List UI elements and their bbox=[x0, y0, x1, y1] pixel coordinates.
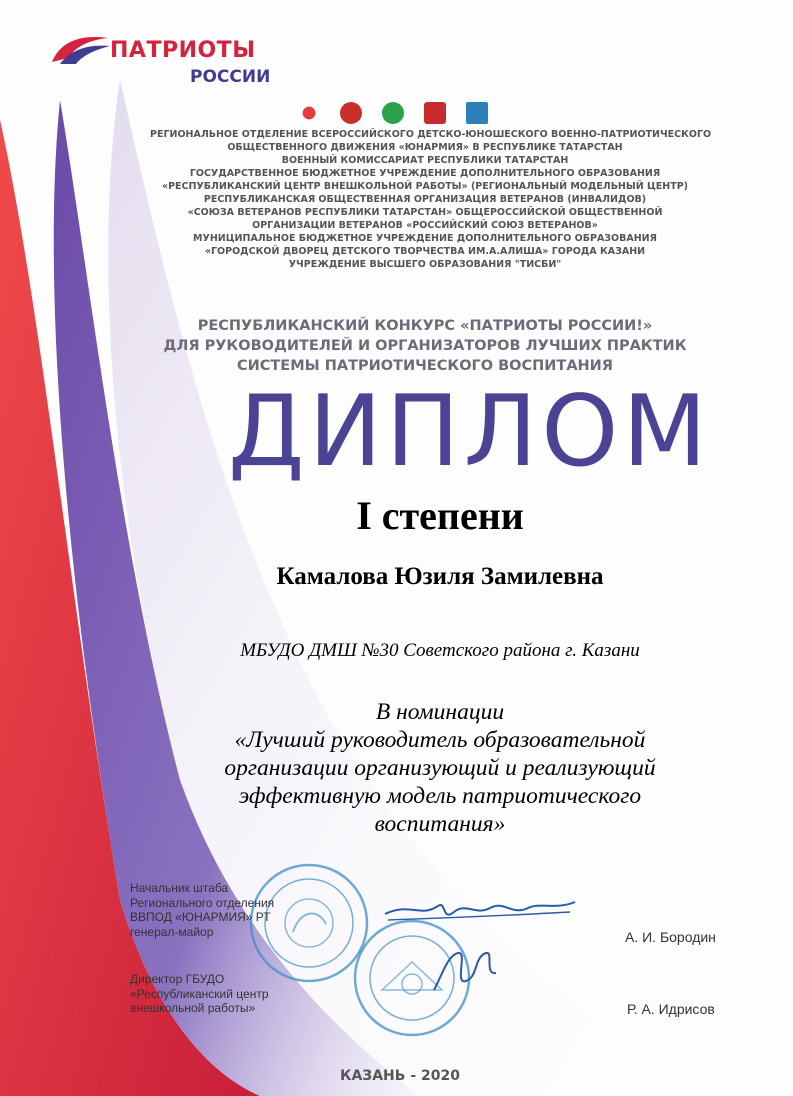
contest-line: РЕСПУБЛИКАНСКИЙ КОНКУРС «ПАТРИОТЫ РОССИИ!» bbox=[197, 318, 653, 334]
organizer-line: УЧРЕЖДЕНИЕ ВЫСШЕГО ОБРАЗОВАНИЯ "ТИСБИ" bbox=[288, 259, 562, 270]
footer-city-year: КАЗАНЬ - 2020 bbox=[340, 1068, 460, 1084]
organizer-line: РЕСПУБЛИКАНСКАЯ ОБЩЕСТВЕННАЯ ОРГАНИЗАЦИЯ ВЕТЕРАНОВ (ИНВАЛИДОВ) bbox=[203, 194, 647, 205]
signatory-name-2: Р. А. Идрисов bbox=[627, 1001, 715, 1017]
kazan-shield-icon bbox=[424, 102, 446, 124]
emblem-row bbox=[298, 102, 538, 126]
nomination-line: воспитания» bbox=[374, 811, 506, 837]
signatory-title-line: Начальник штаба bbox=[130, 881, 229, 895]
signatory-title-line: «Республиканский центр bbox=[130, 986, 269, 1001]
organizer-line: «РЕСПУБЛИКАНСКИЙ ЦЕНТР ВНЕШКОЛЬНОЙ РАБОТЫ» (РЕГИОНАЛЬНЫЙ МОДЕЛЬНЫЙ ЦЕНТР) bbox=[161, 181, 689, 192]
logo-emblem-icon bbox=[50, 32, 112, 66]
organizer-line: ВОЕННЫЙ КОМИССАРИАТ РЕСПУБЛИКИ ТАТАРСТАН bbox=[281, 155, 569, 166]
organizer-line: РЕГИОНАЛЬНОЕ ОТДЕЛЕНИЕ ВСЕРОССИЙСКОГО ДЕТСКО-ЮНОШЕСКОГО ВОЕННО-ПАТРИОТИЧЕСКОГО bbox=[150, 129, 712, 140]
recipient-name: Камалова Юзиля Замилевна bbox=[276, 563, 604, 590]
organizer-line: ОБЩЕСТВЕННОГО ДВИЖЕНИЯ «ЮНАРМИЯ» В РЕСПУБЛИКЕ ТАТАРСТАН bbox=[227, 142, 623, 153]
organizer-line: ГОСУДАРСТВЕННОЕ БЮДЖЕТНОЕ УЧРЕЖДЕНИЕ ДОПОЛНИТЕЛЬНОГО ОБРАЗОВАНИЯ bbox=[189, 168, 661, 179]
signatory-title-line: Директор ГБУДО bbox=[130, 972, 225, 986]
signatory-title-line: внешкольной работы» bbox=[130, 1001, 256, 1015]
tatarstan-emblem-icon bbox=[382, 102, 404, 124]
contest-line: СИСТЕМЫ ПАТРИОТИЧЕСКОГО ВОСПИТАНИЯ bbox=[237, 358, 613, 374]
signatory-title-line: генерал-майор bbox=[130, 924, 214, 939]
nomination-line: эффективную модель патриотического bbox=[238, 783, 642, 809]
degree-label: I степени bbox=[356, 493, 524, 538]
signatory-title-line: Регионального отделения bbox=[130, 895, 275, 910]
contest-line: ДЛЯ РУКОВОДИТЕЛЕЙ И ОРГАНИЗАТОРОВ ЛУЧШИХ ПРАКТИК bbox=[163, 338, 687, 354]
nomination-line: «Лучший руководитель образовательной bbox=[234, 727, 646, 753]
diploma-heading: ДИПЛОМ bbox=[228, 375, 711, 489]
contest-title bbox=[150, 316, 700, 376]
organizer-line: МУНИЦИПАЛЬНОЕ БЮДЖЕТНОЕ УЧРЕЖДЕНИЕ ДОПОЛНИТЕЛЬНОГО ОБРАЗОВАНИЯ bbox=[193, 233, 657, 244]
recipient-school: МБУДО ДМШ №30 Советского района г. Казани bbox=[240, 640, 640, 661]
yunarmia-star-icon bbox=[298, 102, 320, 124]
nomination-line: В номинации bbox=[375, 699, 505, 725]
signature-borodin-icon bbox=[380, 888, 580, 928]
logo-subtitle: РОССИИ bbox=[190, 67, 271, 87]
tisbi-logo-icon bbox=[466, 102, 488, 124]
organizer-line: ОРГАНИЗАЦИИ ВЕТЕРАНОВ «РОССИЙСКИЙ СОЮЗ ВЕТЕРАНОВ» bbox=[252, 220, 598, 231]
patriots-logo bbox=[50, 30, 290, 90]
logo-title: ПАТРИОТЫ bbox=[110, 38, 256, 63]
signatory-title-line: ВВПОД «ЮНАРМИЯ» РТ bbox=[130, 910, 271, 924]
signature-idrisov-icon bbox=[424, 945, 504, 1000]
organizer-line: «ГОРОДСКОЙ ДВОРЕЦ ДЕТСКОГО ТВОРЧЕСТВА ИМ.А.АЛИША» ГОРОДА КАЗАНИ bbox=[204, 246, 646, 257]
nomination-line: организации организующий и реализующий bbox=[224, 755, 656, 781]
signatory-title-1 bbox=[130, 881, 274, 939]
organizers-list bbox=[150, 128, 712, 271]
signatory-name-1: А. И. Бородин bbox=[625, 929, 716, 945]
signatory-title-2 bbox=[130, 972, 269, 1016]
veterans-badge-icon bbox=[340, 102, 362, 124]
organizer-line: «СОЮЗА ВЕТЕРАНОВ РЕСПУБЛИКИ ТАТАРСТАН» ОБЩЕРОССИЙСКОЙ ОБЩЕСТВЕННОЙ bbox=[187, 207, 663, 218]
nomination-text bbox=[130, 698, 750, 838]
